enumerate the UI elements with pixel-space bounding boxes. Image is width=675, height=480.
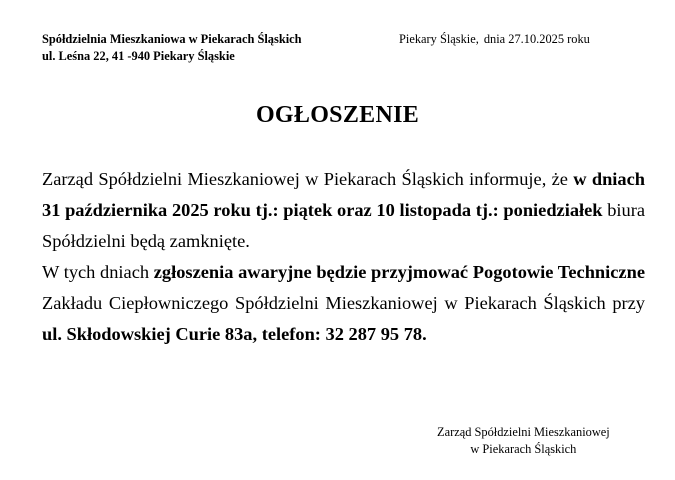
organization-address: ul. Leśna 22, 41 -940 Piekary Śląskie: [42, 49, 235, 63]
emergency-service: zgłoszenia awaryjne będzie przyjmować Pogotowie Techniczne: [153, 261, 645, 282]
date-line: [399, 31, 590, 48]
document-title: OGŁOSZENIE: [255, 102, 420, 128]
closure-info: biura Spółdzielni będą zamknięte.: [42, 199, 645, 251]
place-text: Piekary Śląskie,: [399, 32, 479, 46]
signature-block: [437, 424, 610, 458]
header-organization: [42, 31, 302, 65]
emergency-provider: Zakładu Ciepłowniczego Spółdzielni Mieszkaniowej w Piekarach Śląskich przy: [42, 292, 645, 313]
signature-line-1: Zarząd Spółdzielni Mieszkaniowej: [437, 425, 610, 439]
organization-name: Spółdzielnia Mieszkaniowa w Piekarach Śląskich: [42, 32, 302, 46]
paragraph-emergency: [42, 257, 645, 350]
closure-intro: Zarząd Spółdzielni Mieszkaniowej w Piekarach Śląskich informuje, że: [42, 169, 574, 189]
announcement-body: [42, 164, 645, 349]
paragraph-closure: [42, 164, 645, 257]
closure-dates: w dniach 31 października 2025 roku tj.: piątek oraz 10 listopada tj.: poniedziałek: [42, 169, 645, 220]
signature-line-2: w Piekarach Śląskich: [470, 442, 577, 456]
date-text: dnia 27.10.2025 roku: [483, 32, 590, 46]
emergency-contact: ul. Skłodowskiej Curie 83a, telefon: 32 287 95 78.: [42, 323, 427, 344]
emergency-intro: W tych dniach: [42, 261, 154, 282]
